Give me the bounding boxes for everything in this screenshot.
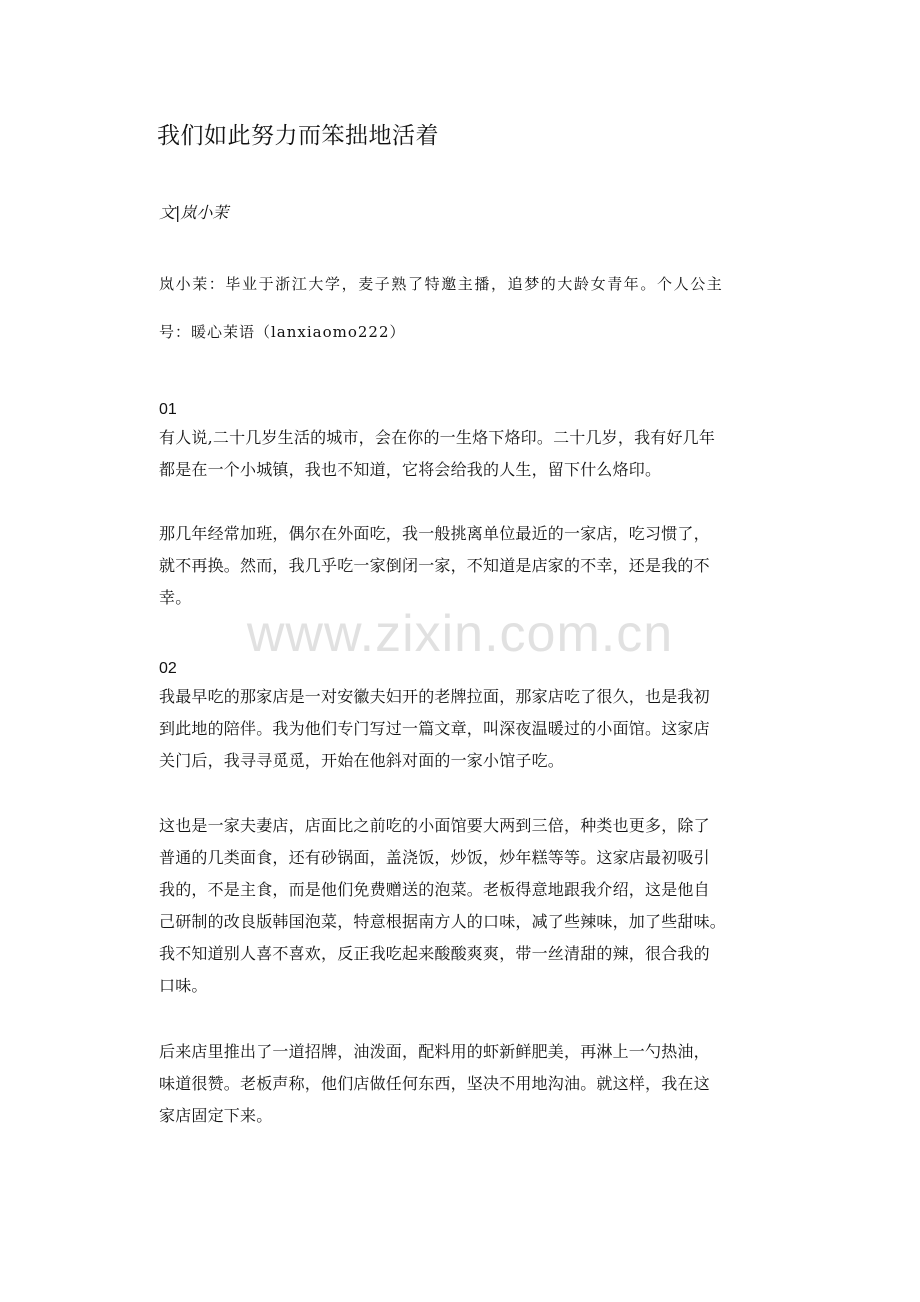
paragraph-line: 关门后，我寻寻觅觅，开始在他斜对面的一家小馆子吃。 — [159, 751, 565, 770]
paragraph — [159, 681, 779, 777]
paragraph-line: 到此地的陪伴。我为他们专门写过一篇文章，叫深夜温暖过的小面馆。这家店 — [159, 719, 710, 738]
paragraph-line: 后来店里推出了一道招牌，油泼面，配料用的虾新鲜肥美，再淋上一勺热油， — [159, 1042, 710, 1061]
section-number: 01 — [159, 401, 177, 418]
paragraph-line: 那几年经常加班，偶尔在外面吃，我一般挑离单位最近的一家店，吃习惯了， — [159, 524, 710, 543]
paragraph — [159, 810, 779, 1002]
paragraph-line: 味道很赞。老板声称，他们店做任何东西，坚决不用地沟油。就这样，我在这 — [159, 1074, 710, 1093]
author-bio-line: 岚小茉：毕业于浙江大学，麦子熟了特邀主播，追梦的大龄女青年。个人公主 — [159, 275, 724, 293]
paragraph-line: 有人说,二十几岁生活的城市，会在你的一生烙下烙印。二十几岁，我有好几年 — [159, 428, 716, 447]
paragraph-line: 家店固定下来。 — [159, 1106, 273, 1125]
paragraph-line: 口味。 — [159, 976, 208, 995]
paragraph — [159, 518, 779, 614]
paragraph-line: 这也是一家夫妻店，店面比之前吃的小面馆要大两到三倍，种类也更多，除了 — [159, 816, 710, 835]
paragraph — [159, 1036, 779, 1132]
paragraph-line: 都是在一个小城镇，我也不知道，它将会给我的人生，留下什么烙印。 — [159, 460, 662, 479]
paragraph-line: 己研制的改良版韩国泡菜，特意根据南方人的口味，减了些辣味，加了些甜味。 — [159, 912, 727, 931]
section-number: 02 — [159, 660, 177, 677]
paragraph-line: 我不知道别人喜不喜欢，反正我吃起来酸酸爽爽，带一丝清甜的辣，很合我的 — [159, 944, 710, 963]
article-title: 我们如此努力而笨拙地活着 — [157, 123, 439, 149]
site-watermark: www.zixin.com.cn — [246, 605, 674, 663]
paragraph-line: 幸。 — [159, 588, 192, 607]
paragraph-line: 普通的几类面食，还有砂锅面，盖浇饭，炒饭，炒年糕等等。这家店最初吸引 — [159, 848, 710, 867]
author-bio-line: 号：暖心茉语（lanxiaomo222） — [159, 323, 406, 341]
article-byline: 文|岚小茉 — [159, 203, 229, 222]
paragraph-line: 我最早吃的那家店是一对安徽夫妇开的老牌拉面，那家店吃了很久，也是我初 — [159, 687, 710, 706]
paragraph-line: 我的，不是主食，而是他们免费赠送的泡菜。老板得意地跟我介绍，这是他自 — [159, 880, 710, 899]
paragraph-line: 就不再换。然而，我几乎吃一家倒闭一家，不知道是店家的不幸，还是我的不 — [159, 556, 710, 575]
paragraph — [159, 422, 779, 486]
